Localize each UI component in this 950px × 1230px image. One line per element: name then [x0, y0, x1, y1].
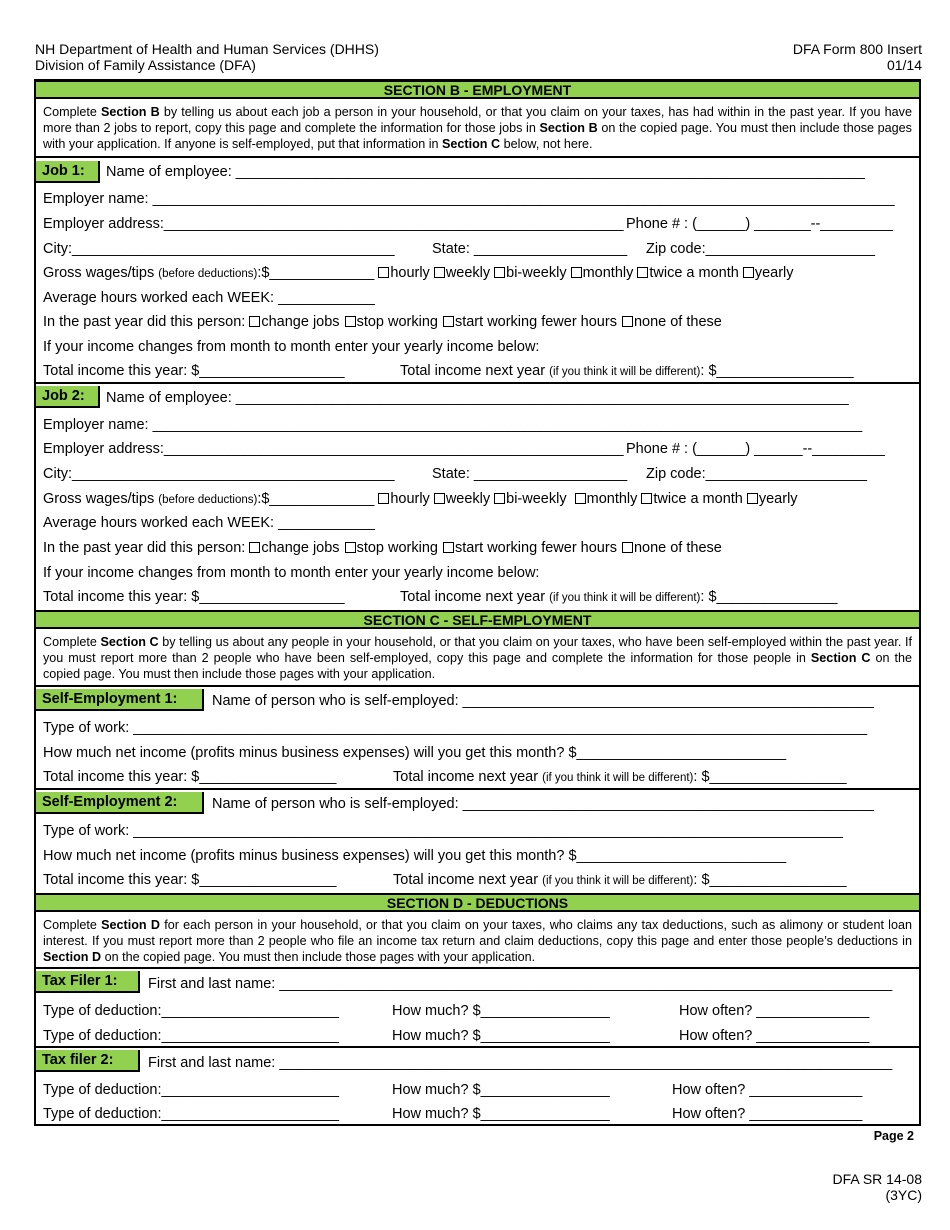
checkbox[interactable] [494, 493, 505, 504]
bold-text: Section B [101, 105, 160, 119]
option-label: stop working [356, 540, 438, 556]
self-employment-2-work-field[interactable]: Type of work: ________________________________________________________________________________________ [43, 823, 843, 839]
form-code-line2: (3YC) [885, 1187, 922, 1203]
divider [34, 967, 921, 969]
job-2-address-field[interactable]: Employer address:_________________________________________________________ [43, 441, 624, 457]
self-employment-2-tag: Self-Employment 2: [36, 792, 204, 814]
job-2-tag: Job 2: [36, 386, 100, 408]
bold-text: Section C [442, 137, 501, 151]
next-year-label: Total income next year [393, 769, 543, 785]
next-year-field[interactable]: : $_________________ [693, 769, 847, 785]
intro-text: Complete [43, 635, 101, 649]
option-bi-weekly [494, 491, 570, 507]
tax-filer-2-how-often-2[interactable]: How often? ______________ [672, 1106, 863, 1122]
checkbox[interactable] [641, 493, 652, 504]
intro-text: on the copied page. You must then include those pages with your application. If anyone is self-employed, put that information in [43, 121, 912, 151]
option-weekly [434, 491, 490, 507]
checkbox[interactable] [743, 267, 754, 278]
tax-filer-1-name-field[interactable]: First and last name: ____________________________________________________________________________ [148, 976, 893, 992]
option-label: none of these [633, 314, 722, 330]
option-label: monthly [586, 491, 638, 507]
job-2-employee-field[interactable]: Name of employee: ____________________________________________________________________________ [106, 390, 849, 406]
job-1-income-next-year[interactable] [400, 362, 854, 381]
option-weekly [434, 265, 490, 281]
job-1-address-field[interactable]: Employer address:_________________________________________________________ [43, 216, 624, 232]
divider [34, 156, 921, 158]
intro-text: by telling us about each job a person in your household, or that you claim on your taxes, has had within in the past year. If you have more than 2 jobs to report, copy this page and complete the information for those jobs in [43, 105, 912, 135]
option-monthly [575, 491, 638, 507]
next-year-note: (if you think it will be different) [542, 875, 694, 887]
tax-filer-1-how-much-2[interactable]: How much? $________________ [392, 1028, 610, 1044]
checkbox[interactable] [378, 493, 389, 504]
checkbox[interactable] [345, 542, 356, 553]
next-year-note: (if you think it will be different) [542, 772, 694, 784]
intro-text: by telling us about any people in your household, or that you claim on your taxes, who have been self-employed within the past year. If you must report more than 2 people who have been self-employed, copy this page and complete the information for those people in [43, 635, 912, 665]
tax-filer-2-deduction-1[interactable]: Type of deduction:______________________ [43, 1082, 339, 1098]
option-label: yearly [758, 491, 798, 507]
changes-label: In the past year did this person: [43, 540, 246, 556]
next-year-field[interactable]: : $_______________ [700, 589, 838, 605]
option-label: none of these [633, 540, 722, 556]
job-1-wages-row [43, 264, 794, 283]
checkbox[interactable] [637, 267, 648, 278]
option-start-working-fewer-hours [443, 540, 617, 556]
option-label: twice a month [649, 265, 739, 281]
tax-filer-2-name-field[interactable]: First and last name: ____________________________________________________________________________ [148, 1055, 893, 1071]
self-employment-2-name-field[interactable]: Name of person who is self-employed: ___________________________________________________ [212, 796, 874, 812]
tax-filer-2-how-much-2[interactable]: How much? $________________ [392, 1106, 610, 1122]
job-2-income-next-year[interactable] [400, 588, 837, 607]
next-year-label: Total income next year [400, 589, 550, 605]
divider [34, 382, 921, 384]
job-2-wages-row [43, 490, 798, 509]
checkbox[interactable] [747, 493, 758, 504]
next-year-field[interactable]: : $_________________ [693, 872, 847, 888]
checkbox[interactable] [622, 316, 633, 327]
job-1-state-field[interactable]: State: ___________________ [432, 241, 628, 257]
tax-filer-2-how-much-1[interactable]: How much? $________________ [392, 1082, 610, 1098]
tax-filer-1-how-much-1[interactable]: How much? $________________ [392, 1003, 610, 1019]
self-employment-1-net-field[interactable]: How much net income (profits minus business expenses) will you get this month? $__________________________ [43, 745, 787, 761]
self-employment-2-next-year[interactable] [393, 871, 847, 890]
change-options [249, 540, 721, 556]
self-employment-1-next-year[interactable] [393, 768, 847, 787]
tax-filer-2-tag: Tax filer 2: [36, 1050, 140, 1072]
section-b-title: SECTION B - EMPLOYMENT [34, 80, 921, 99]
tax-filer-1-deduction-1[interactable]: Type of deduction:______________________ [43, 1003, 339, 1019]
job-2-changes-row [43, 539, 722, 557]
next-year-label: Total income next year [393, 872, 543, 888]
checkbox[interactable] [378, 267, 389, 278]
tax-filer-1-how-often-2[interactable]: How often? ______________ [679, 1028, 870, 1044]
job-2-hours-field[interactable]: Average hours worked each WEEK: ____________ [43, 515, 375, 531]
job-2-varies-note: If your income changes from month to month enter your yearly income below: [43, 565, 540, 581]
tax-filer-1-deduction-2[interactable]: Type of deduction:______________________ [43, 1028, 339, 1044]
bold-text: Section D [101, 918, 160, 932]
next-year-note: (if you think it will be different) [549, 366, 701, 378]
option-label: bi-weekly [506, 491, 571, 507]
checkbox[interactable] [434, 267, 445, 278]
option-label: start working fewer hours [454, 540, 617, 556]
job-1-city-field[interactable]: City:________________________________________ [43, 241, 395, 257]
job-1-income-this-year[interactable]: Total income this year: $__________________ [43, 363, 345, 379]
form-number: DFA Form 800 Insert [792, 41, 922, 57]
job-2-zip-field[interactable]: Zip code:____________________ [646, 466, 867, 482]
agency-header [35, 41, 379, 73]
agency-name: NH Department of Health and Human Services (DHHS) [35, 41, 379, 57]
option-label: start working fewer hours [454, 314, 617, 330]
job-1-varies-note: If your income changes from month to month enter your yearly income below: [43, 339, 540, 355]
form-date: 01/14 [886, 57, 922, 73]
page-number: Page 2 [873, 1129, 914, 1143]
checkbox[interactable] [345, 316, 356, 327]
job-1-zip-field[interactable]: Zip code:_____________________ [646, 241, 875, 257]
section-d-intro [36, 917, 919, 965]
option-label: weekly [445, 265, 491, 281]
option-stop-working [345, 314, 438, 330]
option-label: weekly [445, 491, 491, 507]
option-start-working-fewer-hours [443, 314, 617, 330]
checkbox[interactable] [249, 542, 260, 553]
section-c-intro [36, 634, 919, 682]
option-label: change jobs [261, 314, 340, 330]
bold-text: Section C [810, 651, 871, 665]
checkbox[interactable] [443, 316, 454, 327]
section-d-title: SECTION D - DEDUCTIONS [34, 893, 921, 912]
next-year-field[interactable]: : $_________________ [700, 363, 854, 379]
option-monthly [571, 265, 634, 281]
intro-text: Complete [43, 918, 102, 932]
section-c-title: SECTION C - SELF-EMPLOYMENT [34, 610, 921, 629]
intro-text: on the copied page. You must then include those pages with your application. [101, 950, 536, 964]
tax-filer-1-tag: Tax Filer 1: [36, 971, 140, 993]
tax-filer-2-deduction-2[interactable]: Type of deduction:______________________ [43, 1106, 339, 1122]
divider [34, 1046, 921, 1048]
option-label: hourly [390, 491, 430, 507]
self-employment-1-name-field[interactable]: Name of person who is self-employed: ___________________________________________________ [212, 693, 874, 709]
option-bi-weekly [494, 265, 566, 281]
job-1-hours-field[interactable]: Average hours worked each WEEK: ____________ [43, 290, 375, 306]
option-twice-a-month [637, 265, 738, 281]
frequency-options [378, 491, 797, 507]
wages-note: (before deductions) [158, 494, 258, 506]
intro-text: for each person in your household, or that you claim on your taxes, who claims any tax deductions, such as alimony or student loan interest. If you must report more than 2 people who file an income tax return and claim deductions, copy this page and enter those people’s deductions in [43, 918, 912, 948]
bold-text: Section B [539, 121, 598, 135]
checkbox[interactable] [622, 542, 633, 553]
option-label: stop working [356, 314, 438, 330]
bold-text: Section C [100, 635, 159, 649]
job-1-phone-field[interactable]: Phone # : (______) _______--_________ [626, 216, 893, 232]
self-employment-1-work-field[interactable]: Type of work: ___________________________________________________________________________________________ [43, 720, 868, 736]
option-label: change jobs [261, 540, 340, 556]
option-label: twice a month [653, 491, 743, 507]
section-b-intro [36, 104, 919, 152]
intro-text: Complete [43, 105, 102, 119]
job-1-employer-field[interactable]: Employer name: ____________________________________________________________________________________________ [43, 191, 895, 207]
changes-label: In the past year did this person: [43, 314, 246, 330]
checkbox[interactable] [249, 316, 260, 327]
option-label: hourly [390, 265, 430, 281]
checkbox[interactable] [434, 493, 445, 504]
job-1-employee-field[interactable]: Name of employee: ______________________________________________________________________________ [106, 164, 865, 180]
option-change-jobs [249, 314, 339, 330]
wages-label: Gross wages/tips [43, 491, 159, 507]
option-twice-a-month [641, 491, 742, 507]
option-label: bi-weekly [506, 265, 567, 281]
checkbox[interactable] [571, 267, 582, 278]
intro-text: below, not here. [500, 137, 593, 151]
job-2-city-field[interactable]: City:________________________________________ [43, 466, 395, 482]
option-yearly [743, 265, 794, 281]
job-2-income-this-year[interactable]: Total income this year: $__________________ [43, 589, 345, 605]
checkbox[interactable] [575, 493, 586, 504]
next-year-label: Total income next year [400, 363, 550, 379]
self-employment-1-tag: Self-Employment 1: [36, 689, 204, 711]
self-employment-2-this-year[interactable]: Total income this year: $_________________ [43, 872, 337, 888]
self-employment-1-this-year[interactable]: Total income this year: $_________________ [43, 769, 337, 785]
job-2-state-field[interactable]: State: ___________________ [432, 466, 628, 482]
option-hourly [378, 265, 430, 281]
divider [34, 685, 921, 687]
checkbox[interactable] [443, 542, 454, 553]
form-code [833, 1171, 923, 1203]
wages-note: (before deductions) [158, 268, 258, 280]
option-change-jobs [249, 540, 339, 556]
wages-label: Gross wages/tips [43, 265, 159, 281]
option-hourly [378, 491, 430, 507]
option-stop-working [345, 540, 438, 556]
job-2-employer-field[interactable]: Employer name: ________________________________________________________________________________________ [43, 417, 863, 433]
divider [34, 788, 921, 790]
form-code-line1: DFA SR 14-08 [832, 1171, 922, 1187]
frequency-options [378, 265, 793, 281]
option-yearly [747, 491, 798, 507]
job-1-changes-row [43, 313, 722, 331]
job-2-phone-field[interactable]: Phone # : (______) ______--_________ [626, 441, 885, 457]
option-none-of-these [622, 314, 722, 330]
division-name: Division of Family Assistance (DFA) [35, 57, 256, 73]
option-label: monthly [582, 265, 634, 281]
option-none-of-these [622, 540, 722, 556]
job-1-tag: Job 1: [36, 161, 100, 183]
bold-text: Section D [43, 950, 102, 964]
wages-field[interactable]: :$_____________ [257, 265, 379, 281]
change-options [249, 314, 721, 330]
form-id-header [793, 41, 922, 73]
intro-text: on the copied page. You must then include those pages with your application. [43, 651, 912, 681]
option-label: yearly [754, 265, 794, 281]
wages-field[interactable]: :$_____________ [257, 491, 379, 507]
tax-filer-2-how-often-1[interactable]: How often? ______________ [672, 1082, 863, 1098]
next-year-note: (if you think it will be different) [549, 592, 701, 604]
tax-filer-1-how-often-1[interactable]: How often? ______________ [679, 1003, 870, 1019]
checkbox[interactable] [494, 267, 505, 278]
self-employment-2-net-field[interactable]: How much net income (profits minus business expenses) will you get this month? $__________________________ [43, 848, 787, 864]
